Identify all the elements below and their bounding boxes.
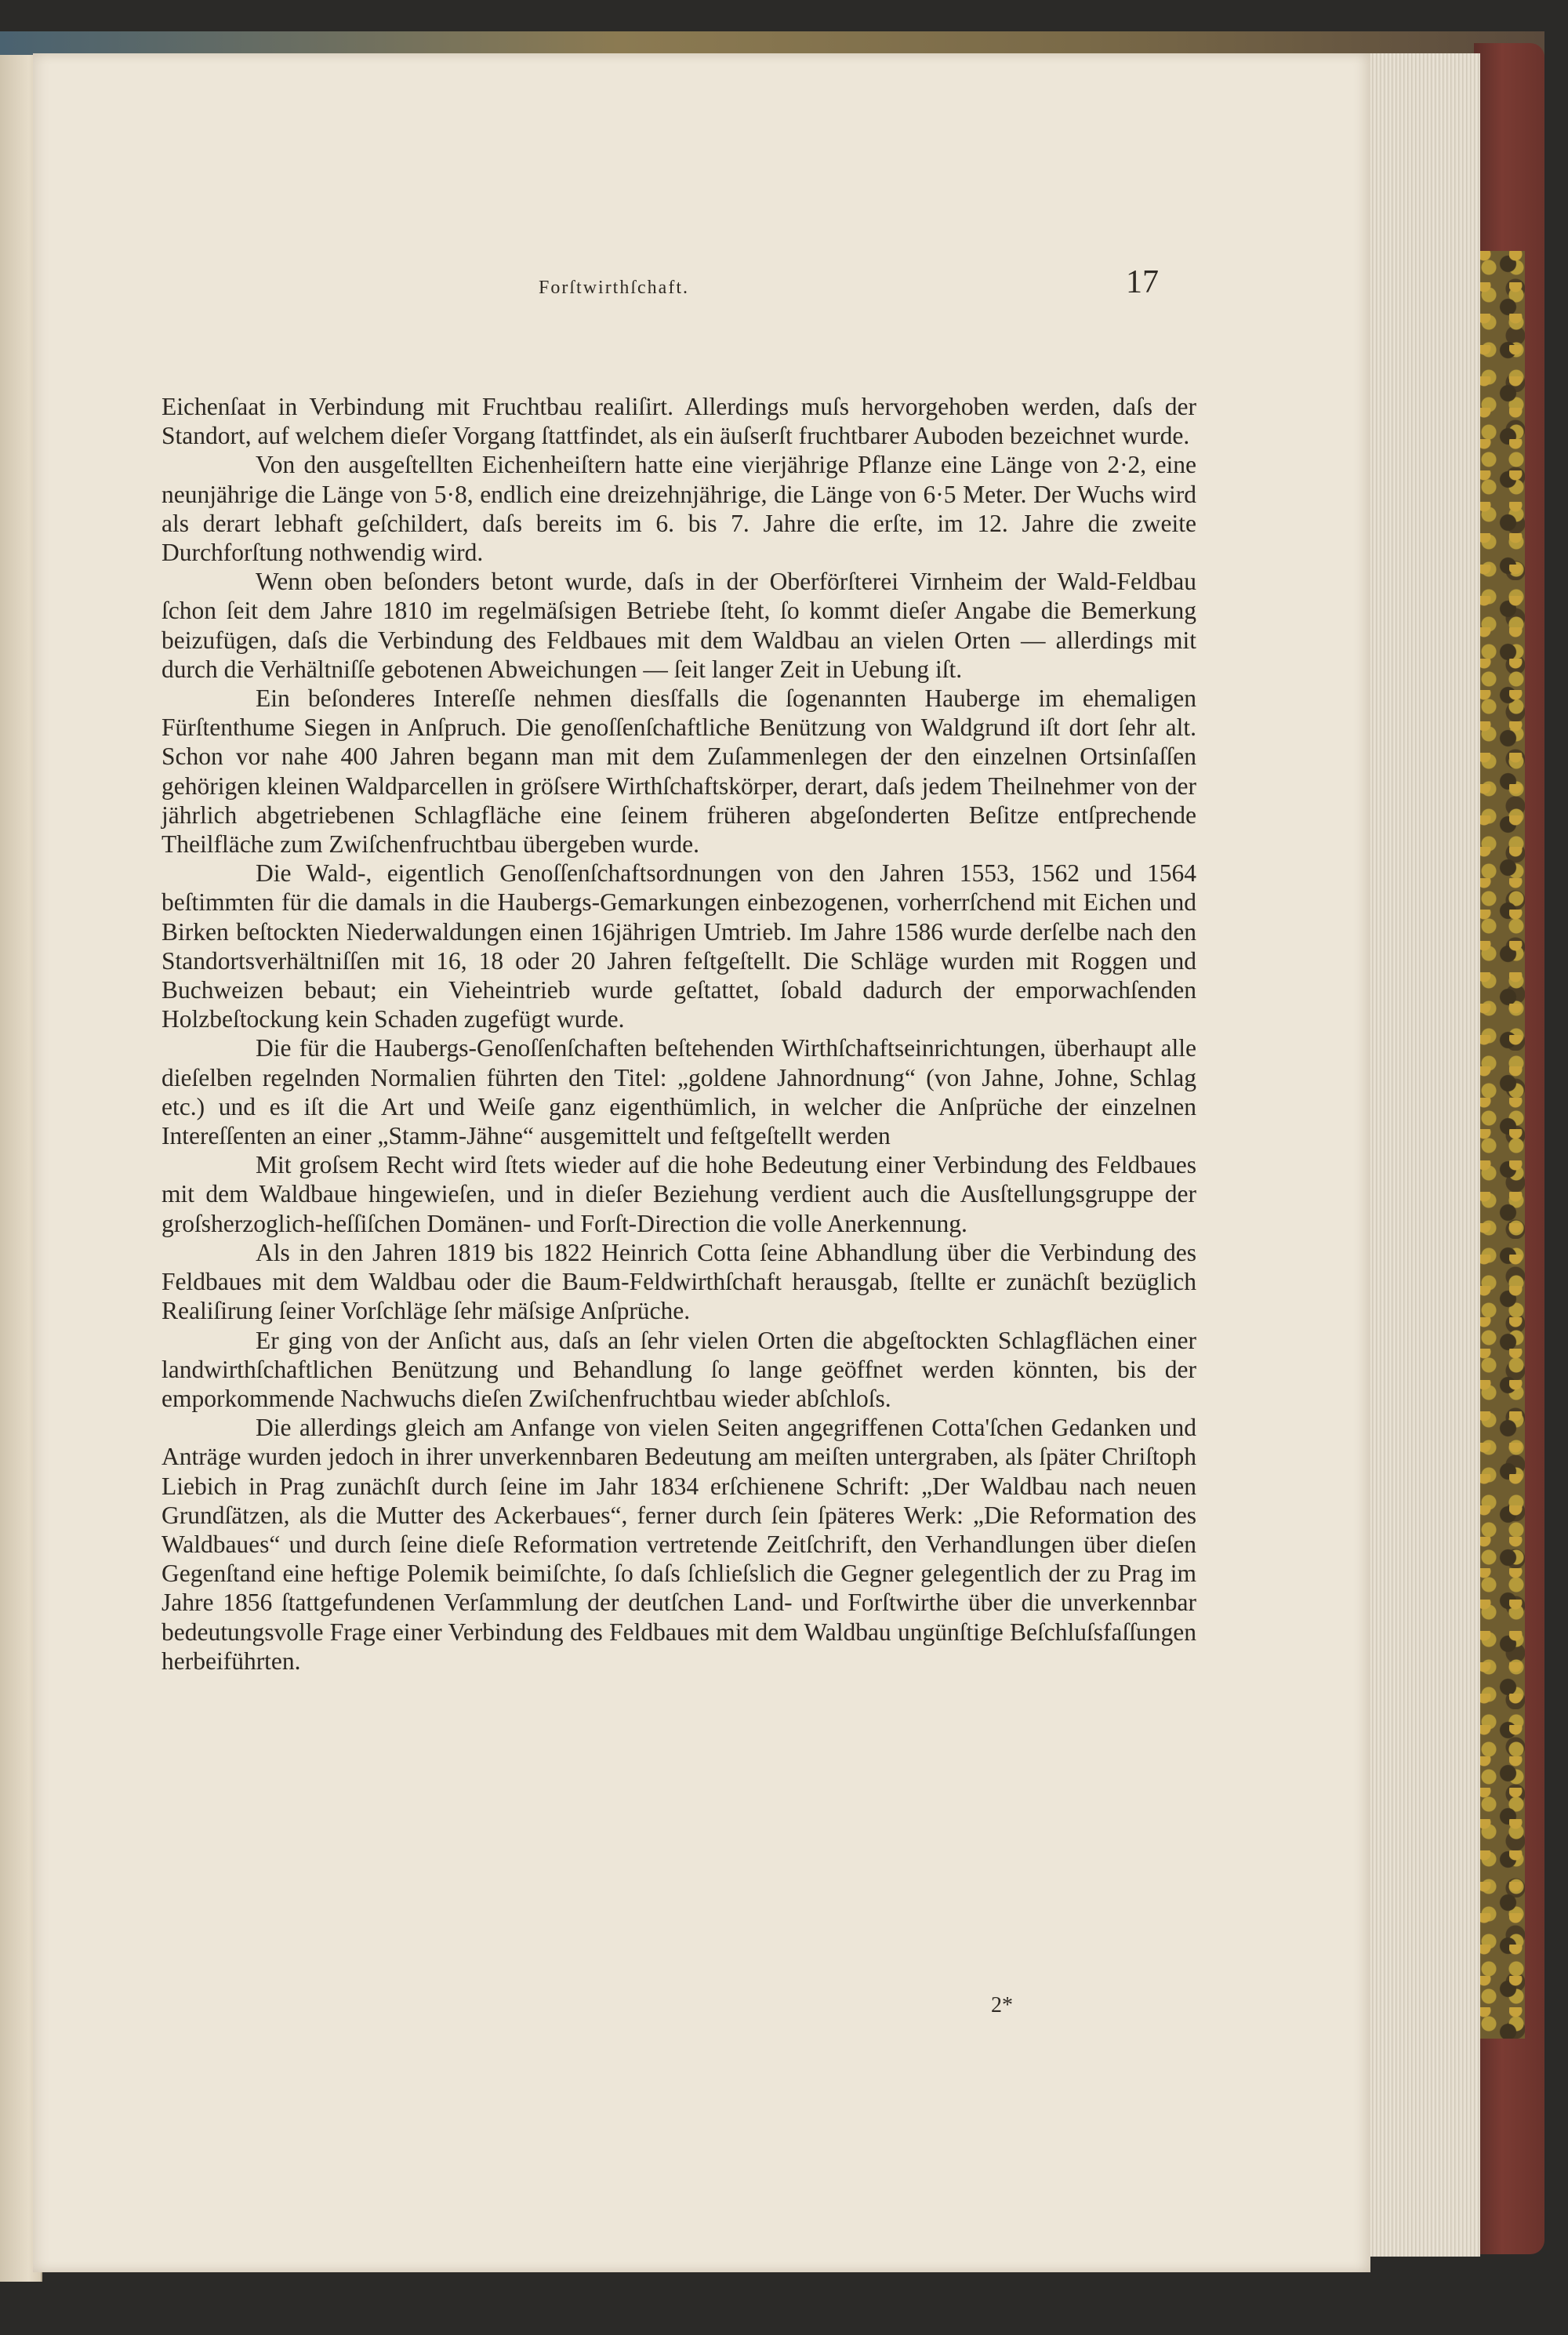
page-stack-edges <box>1369 53 1480 2257</box>
signature-mark: 2* <box>991 1993 1013 2017</box>
paragraph: Eichenſaat in Verbindung mit Fruchtbau realiſirt. Allerdings muſs hervorgehoben werden, daſs der Standort, auf welchem dieſer Vorgang ſtattfindet, als ein äuſserſt fruchtbarer Auboden bezeichnet wurde. <box>162 393 1196 450</box>
book-page <box>33 53 1370 2272</box>
page-number: 17 <box>1126 264 1159 300</box>
paragraph: Als in den Jahren 1819 bis 1822 Heinrich Cotta ſeine Abhandlung über die Verbindung des Feldbaues mit dem Waldbau oder die Baum-Feldwirthſchaft herausgab, ſtellte er zunächſt bezüglich Realiſirung ſeiner Vorſchläge ſehr mäſsige Anſprüche. <box>162 1238 1196 1325</box>
marbled-endpaper <box>1478 251 1525 2039</box>
paragraph: Ein beſonderes Intereſſe nehmen diesſfalls die ſogenannten Hauberge im ehemaligen Fürſtenthume Siegen in Anſpruch. Die genoſſenſchaftliche Benützung von Waldgrund iſt dort ſehr alt. Schon vor nahe 400 Jahren begann man mit dem Zuſammenlegen der den einzelnen Ortsinſaſſen gehörigen kleinen Waldparcellen in gröſsere Wirthſchaftskörper, derart, daſs jedem Theilnehmer von der jährlich abgetriebenen Schlagfläche eine ſeinem früheren abgeſonderten Beſitze entſprechende Theilfläche zum Zwiſchenfruchtbau übergeben wurde. <box>162 685 1196 859</box>
paragraph: Wenn oben beſonders betont wurde, daſs in der Oberförſterei Virnheim der Wald-Feldbau ſchon ſeit dem Jahre 1810 im regelmäſsigen Betriebe ſteht, ſo kommt dieſer Angabe die Bemerkung beizufügen, daſs die Verbindung des Feldbaues mit dem Waldbau an vielen Orten — allerdings mit durch die Verhältniſſe gebotenen Abweichungen — ſeit langer Zeit in Uebung iſt. <box>162 568 1196 683</box>
paragraph: Die Wald-, eigentlich Genoſſenſchaftsordnungen von den Jahren 1553, 1562 und 1564 beſtimmten für die damals in die Haubergs-Gemarkungen einbezogenen, vorherrſchend mit Eichen und Birken beſtockten Niederwaldungen einen 16jährigen Umtrieb. Im Jahre 1586 wurde derſelbe nach den Standortsverhältniſſen mit 16, 18 oder 20 Jahren feſtgeſtellt. Die Schläge wurden mit Roggen und Buchweizen bebaut; ein Vieheintrieb wurde geſtattet, ſobald dadurch der emporwachſenden Holzbeſtockung kein Schaden zugefügt wurde. <box>162 859 1196 1033</box>
paragraph: Die allerdings gleich am Anfange von vielen Seiten angegriffenen Cotta'ſchen Gedanken und Anträge wurden jedoch in ihrer unverkennbaren Bedeutung am meiſten untergraben, als ſpäter Chriſtoph Liebich in Prag zunächſt durch ſeine im Jahr 1834 erſchienene Schrift: „Der Waldbau nach neuen Grundſätzen, als die Mutter des Ackerbaues“, ferner durch ſein ſpäteres Werk: „Die Reformation des Waldbaues“ und durch ſeine dieſe Reformation vertretende Zeitſchrift, den Verhandlungen über dieſen Gegenſtand eine heftige Polemik beimiſchte, ſo daſs ſchlieſslich die Gegner gelegentlich der zu Prag im Jahre 1856 ſtattgefundenen Verſammlung der deutſchen Land- und Forſtwirthe über die unverkennbar bedeutungsvolle Frage einer Verbindung des Feldbaues mit dem Waldbau ungünſtige Beſchluſsfaſſungen herbeiführten. <box>162 1414 1196 1675</box>
running-head: Forſtwirthſchaft. <box>539 278 689 298</box>
paragraph: Mit groſsem Recht wird ſtets wieder auf die hohe Bedeutung einer Verbindung des Feldbaues mit dem Waldbaue hingewieſen, und in dieſer Beziehung verdient auch die Ausſtellungsgruppe der groſsherzoglich-heſſiſchen Domänen- und Forſt-Direction die volle Anerkennung. <box>162 1151 1196 1237</box>
body-text <box>162 392 1196 1676</box>
paragraph: Von den ausgeſtellten Eichenheiſtern hatte eine vierjährige Pflanze eine Länge von 2·2, eine neunjährige die Länge von 5·8, endlich eine dreizehnjährige, die Länge von 6·5 Meter. Der Wuchs wird als derart lebhaft geſchildert, daſs bereits im 6. bis 7. Jahre die erſte, im 12. Jahre die zweite Durchforſtung nothwendig wird. <box>162 451 1196 567</box>
paragraph: Die für die Haubergs-Genoſſenſchaften beſtehenden Wirthſchaftseinrichtungen, überhaupt alle dieſelben regelnden Normalien führten den Titel: „goldene Jahnordnung“ (von Jahne, Johne, Schlag etc.) und es iſt die Art und Weiſe ganz eigenthümlich, in welcher die Anſprüche der einzelnen Intereſſenten an einer „Stamm-Jähne“ ausgemittelt und feſtgeſtellt werden <box>162 1034 1196 1150</box>
paragraph: Er ging von der Anſicht aus, daſs an ſehr vielen Orten die abgeſtockten Schlagflächen einer landwirthſchaftlichen Benützung und Behandlung ſo lange geöffnet werden könnten, bis der emporkommende Nachwuchs dieſen Zwiſchenfruchtbau wieder abſchloſs. <box>162 1326 1196 1412</box>
